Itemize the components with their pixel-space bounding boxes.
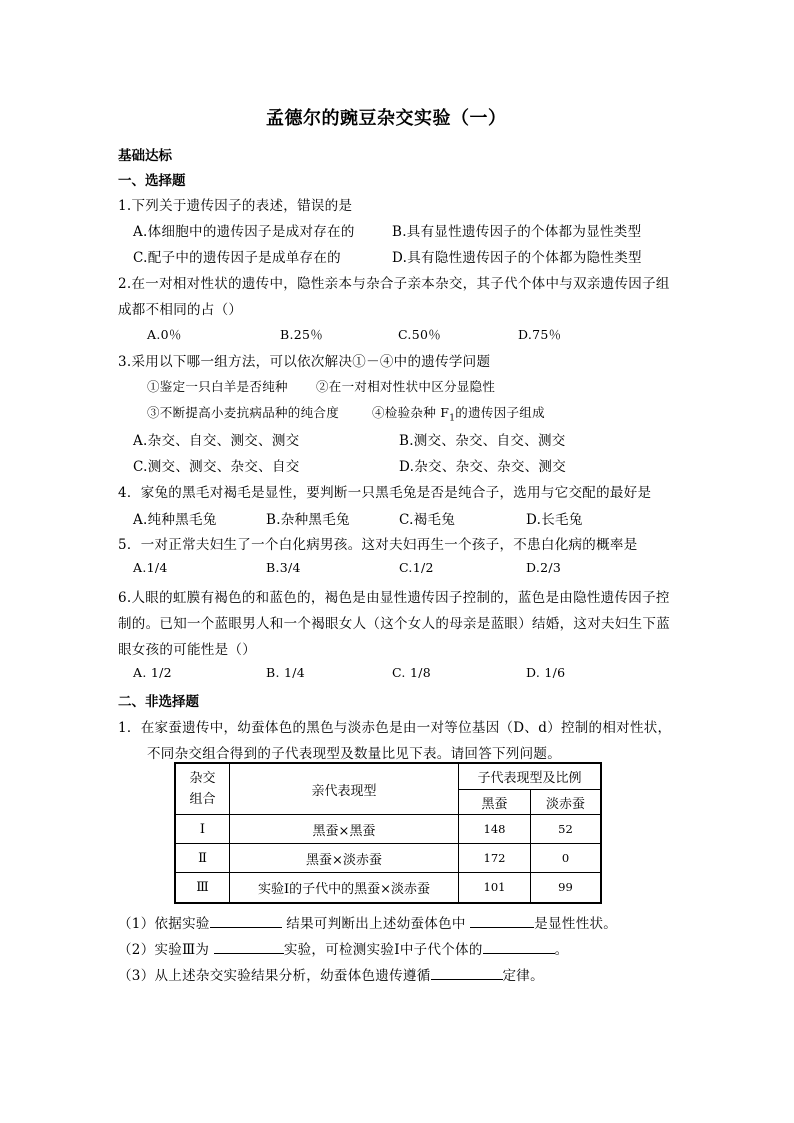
table-header-group-line1: 杂交 — [189, 771, 216, 786]
sub-question-1-text-mid: 结果可判断出上述幼蚕体色中 — [281, 916, 471, 932]
nq1-stem-line2: 不同杂交组合得到的子代表现型及数量比见下表。请回答下列问题。 — [147, 746, 561, 762]
q3-stem: 3.采用以下哪一组方法，可以依次解决①－④中的遗传学问题 — [118, 354, 491, 370]
sub-question-3-text: （3）从上述杂交实验结果分析，幼蚕体色遗传遵循 — [118, 968, 431, 984]
q3-option-c: C.测交、测交、杂交、自交 — [133, 459, 300, 475]
sub-question-3 — [118, 964, 544, 984]
sub-question-1-text: （1）依据实验 — [118, 916, 210, 932]
q1-option-c: C.配子中的遗传因子是成单存在的 — [133, 250, 341, 266]
table-header-parent: 亲代表现型 — [230, 763, 459, 815]
q5-option-a: A.1/4 — [133, 560, 168, 575]
section-basic: 基础达标 — [118, 148, 172, 164]
table-header-red: 淡赤蚕 — [531, 790, 602, 815]
q6-option-b: B. 1/4 — [266, 665, 306, 680]
table-header-group — [175, 763, 230, 815]
q6-option-c: C. 1/8 — [392, 665, 431, 680]
q2-option-c: C.50％ — [398, 327, 441, 342]
table-cell-parent: 实验Ⅰ的子代中的黑蚕×淡赤蚕 — [230, 873, 459, 903]
q1-option-a: A.体细胞中的遗传因子是成对存在的 — [133, 224, 355, 240]
table-cell-red: 52 — [531, 815, 602, 844]
q3-item-4 — [372, 403, 545, 424]
q3-item-1: ①鉴定一只白羊是否纯种 — [147, 379, 288, 394]
q2-stem-line2: 成都不相同的占（） — [118, 302, 243, 318]
q2-option-a: A.0％ — [147, 327, 182, 342]
table-cell-black: 148 — [459, 815, 531, 844]
answer-blank[interactable] — [470, 913, 534, 928]
table-cell-group: Ⅰ — [175, 815, 230, 844]
sub-question-3-text-end: 定律。 — [502, 968, 544, 984]
q2-option-b: B.25％ — [280, 327, 324, 342]
nq1-stem-line1: 1．在家蚕遗传中，幼蚕体色的黑色与淡赤色是由一对等位基因（D、d）控制的相对性状， — [118, 720, 672, 736]
answer-blank[interactable] — [214, 939, 284, 954]
table-header-offspring: 子代表现型及比例 — [459, 763, 602, 790]
q3-item-2: ②在一对相对性状中区分显隐性 — [316, 379, 496, 394]
q6-stem-line2: 制的。已知一个蓝眼男人和一个褐眼女人（这个女人的母亲是蓝眼）结婚，这对夫妇生下蓝 — [118, 616, 670, 632]
table-row — [175, 815, 601, 844]
table-header-black: 黑蚕 — [459, 790, 531, 815]
sub-question-2-text: （2）实验Ⅲ为 — [118, 942, 214, 958]
q3-item-3: ③不断提高小麦抗病品种的纯合度 — [147, 405, 340, 420]
table-row — [175, 873, 601, 903]
q3-option-d: D.杂交、杂交、杂交、测交 — [399, 459, 567, 475]
q6-stem-line1: 6.人眼的虹膜有褐色的和蓝色的，褐色是由显性遗传因子控制的，蓝色是由隐性遗传因子控 — [118, 590, 670, 606]
table-cell-group: Ⅲ — [175, 873, 230, 903]
sub-question-1-text-end: 是显性性状。 — [534, 916, 618, 932]
table-cell-parent: 黑蚕×黑蚕 — [230, 815, 459, 844]
section-non-multiple-choice: 二、非选择题 — [118, 694, 199, 710]
table-cell-black: 172 — [459, 844, 531, 873]
q4-stem: 4．家兔的黑毛对褐毛是显性，要判断一只黑毛兔是否是纯合子，选用与它交配的最好是 — [118, 485, 652, 501]
q3-item-4-text-end: 的遗传因子组成 — [455, 405, 545, 420]
q3-item-4-text: ④检验杂种 F — [372, 405, 450, 420]
table-cell-parent: 黑蚕×淡赤蚕 — [230, 844, 459, 873]
q1-option-b: B.具有显性遗传因子的个体都为显性类型 — [392, 224, 642, 240]
answer-blank[interactable] — [210, 913, 282, 928]
q1-option-d: D.具有隐性遗传因子的个体都为隐性类型 — [392, 250, 642, 266]
q4-option-c: C.褐毛兔 — [399, 512, 456, 528]
q6-option-d: D. 1/6 — [526, 665, 566, 680]
table-cell-group: Ⅱ — [175, 844, 230, 873]
q5-stem: 5．一对正常夫妇生了一个白化病男孩。这对夫妇再生一个孩子，不患白化病的概率是 — [118, 537, 638, 553]
q2-option-d: D.75％ — [518, 327, 562, 342]
sub-question-2-text-mid: 实验，可检测实验Ⅰ中子代个体的 — [283, 942, 483, 958]
answer-blank[interactable] — [431, 965, 503, 980]
q5-option-d: D.2/3 — [526, 560, 562, 575]
q4-option-b: B.杂种黑毛兔 — [266, 512, 350, 528]
q6-option-a: A. 1/2 — [133, 665, 172, 680]
q2-stem-line1: 2.在一对相对性状的遗传中，隐性亲本与杂合子亲本杂交，其子代个体中与双亲遗传因子组 — [118, 276, 670, 292]
table-row — [175, 844, 601, 873]
sub-question-1 — [118, 912, 617, 932]
q3-option-b: B.测交、杂交、自交、测交 — [399, 433, 566, 449]
q6-stem-line3: 眼女孩的可能性是（） — [118, 642, 256, 658]
sub-question-2-text-end: 。 — [554, 942, 569, 958]
cross-results-table — [174, 762, 602, 904]
page-title: 孟德尔的豌豆杂交实验（一） — [266, 108, 507, 129]
q5-option-c: C.1/2 — [399, 560, 434, 575]
q3-option-a: A.杂交、自交、测交、测交 — [133, 433, 300, 449]
q3-item-4-subscript: 1 — [449, 413, 456, 424]
q4-option-a: A.纯种黑毛兔 — [133, 512, 217, 528]
q5-option-b: B.3/4 — [266, 560, 301, 575]
section-multiple-choice: 一、选择题 — [118, 173, 186, 189]
sub-question-2 — [118, 938, 568, 958]
q1-stem: 1.下列关于遗传因子的表述，错误的是 — [118, 198, 353, 214]
q4-option-d: D.长毛兔 — [526, 512, 583, 528]
table-cell-black: 101 — [459, 873, 531, 903]
table-header-group-line2: 组合 — [189, 792, 216, 807]
table-cell-red: 99 — [531, 873, 602, 903]
table-cell-red: 0 — [531, 844, 602, 873]
answer-blank[interactable] — [483, 939, 555, 954]
